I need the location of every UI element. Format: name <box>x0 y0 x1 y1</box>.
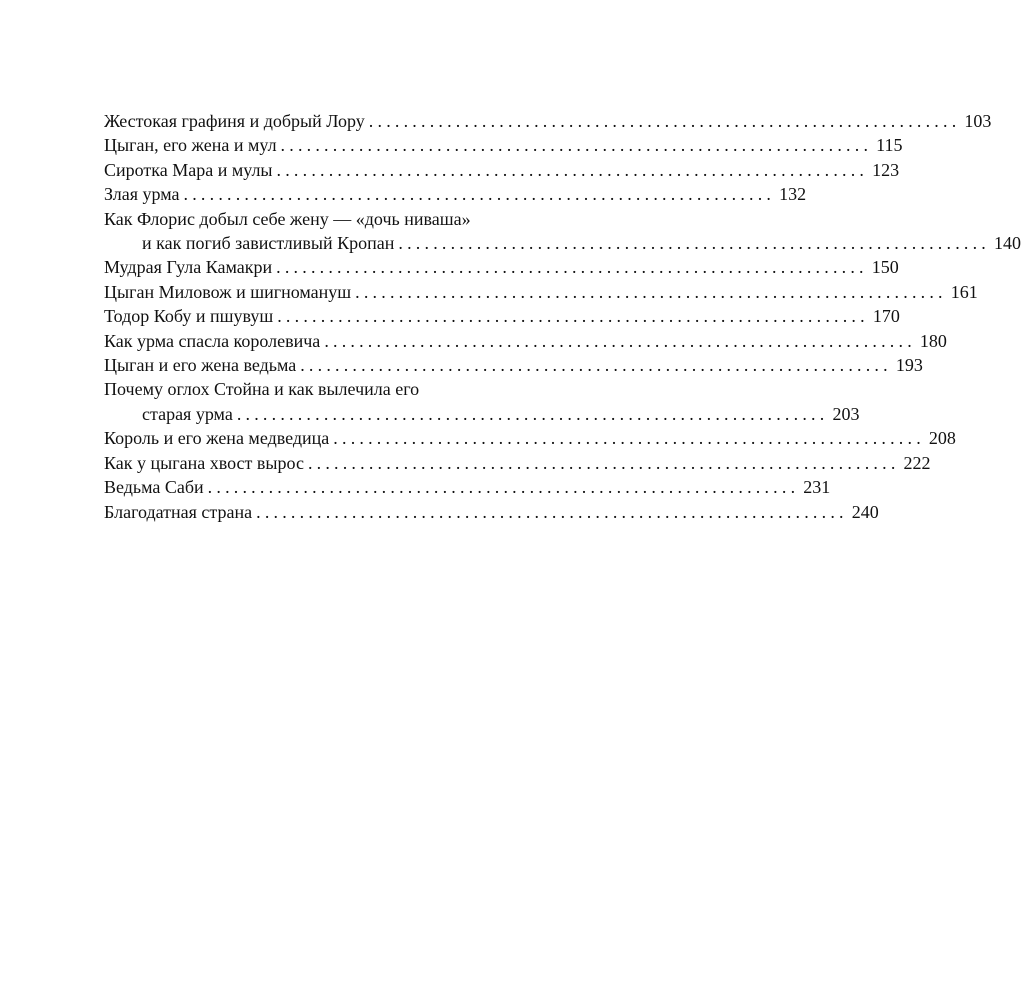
dot-leader: .................................................................... <box>277 306 869 327</box>
dot-leader: .................................................................... <box>324 330 916 351</box>
toc-title: Тодор Кобу и пшувуш <box>104 306 274 327</box>
toc-page-number: 208 <box>928 428 956 449</box>
toc-entry <box>104 426 956 450</box>
toc-line <box>104 304 900 328</box>
toc-page-number: 115 <box>876 135 903 156</box>
toc-page-number: 103 <box>964 111 992 131</box>
dot-leader: .................................................................... <box>333 428 925 449</box>
toc-page-number: 150 <box>871 257 899 278</box>
dot-leader: .................................................................... <box>300 355 892 376</box>
toc-entry <box>104 158 900 182</box>
dot-leader: .................................................................... <box>276 257 868 278</box>
toc-entry <box>104 133 903 157</box>
toc-line <box>104 255 899 279</box>
dot-leader: .................................................................... <box>368 111 961 131</box>
toc-title: Цыган Миловож и шигномануш <box>104 281 352 302</box>
toc-entry <box>104 182 807 206</box>
toc-page-number: 170 <box>872 306 900 327</box>
toc-line <box>104 133 903 157</box>
dot-leader: .................................................................... <box>398 233 990 254</box>
toc-title: Как Флорис добыл себе жену — «дочь ниваша» <box>104 208 471 229</box>
toc-entry <box>104 451 931 475</box>
toc-title: Цыган и его жена ведьма <box>104 355 297 376</box>
toc-page-number: 240 <box>851 501 879 522</box>
toc-entry <box>104 304 900 328</box>
toc-entry <box>104 500 879 524</box>
toc-entry <box>104 475 831 499</box>
toc-page-number: 123 <box>872 159 900 180</box>
toc-page-number: 203 <box>832 403 860 424</box>
toc-page-number: 180 <box>919 330 947 351</box>
dot-leader: .................................................................... <box>236 403 829 424</box>
toc-line <box>104 500 879 524</box>
toc-title: Благодатная страна <box>104 501 253 522</box>
toc-title: Как урма спасла королевича <box>104 330 321 351</box>
toc-entry <box>104 207 1021 256</box>
toc-title: Цыган, его жена и мул <box>104 135 277 156</box>
toc-page-number: 193 <box>895 355 923 376</box>
toc-line <box>104 353 923 377</box>
dot-leader: .................................................................... <box>280 135 873 156</box>
toc-title: Жестокая графиня и добрый Лору <box>104 111 365 131</box>
dot-leader: .................................................................... <box>355 281 947 302</box>
toc-line <box>104 158 900 182</box>
toc-page-number: 132 <box>779 184 807 205</box>
toc-title: Злая урма <box>104 184 180 205</box>
toc-title: Ведьма Саби <box>104 477 204 498</box>
toc-title-continuation: и как погиб завистливый Кропан <box>142 233 395 254</box>
dot-leader: .................................................................... <box>256 501 848 522</box>
toc-line <box>104 426 956 450</box>
toc-page-number: 161 <box>950 281 978 302</box>
toc-title-continuation: старая урма <box>142 403 233 424</box>
toc-title: Сиротка Мара и мулы <box>104 159 273 180</box>
table-of-contents <box>104 109 1021 524</box>
toc-line <box>104 109 992 133</box>
dot-leader: .................................................................... <box>207 477 800 498</box>
toc-title: Мудрая Гула Камакри <box>104 257 273 278</box>
toc-page-number: 140 <box>994 233 1021 254</box>
toc-entry <box>104 255 899 279</box>
toc-title: Король и его жена медведица <box>104 428 330 449</box>
toc-entry <box>104 329 947 353</box>
toc-line <box>104 475 831 499</box>
toc-entry <box>104 377 860 426</box>
toc-line <box>104 402 860 426</box>
dot-leader: .................................................................... <box>183 184 776 205</box>
toc-entry <box>104 280 978 304</box>
dot-leader: .................................................................... <box>307 452 900 473</box>
toc-line <box>104 280 978 304</box>
toc-entry <box>104 353 923 377</box>
toc-line <box>104 231 1021 255</box>
toc-line <box>104 182 807 206</box>
toc-entry <box>104 109 992 133</box>
toc-page-number: 222 <box>903 452 931 473</box>
toc-line <box>104 329 947 353</box>
dot-leader: .................................................................... <box>276 159 869 180</box>
toc-title: Почему оглох Стойна и как вылечила его <box>104 379 420 400</box>
toc-line <box>104 451 931 475</box>
toc-page-number: 231 <box>803 477 831 498</box>
toc-title: Как у цыгана хвост вырос <box>104 452 304 473</box>
